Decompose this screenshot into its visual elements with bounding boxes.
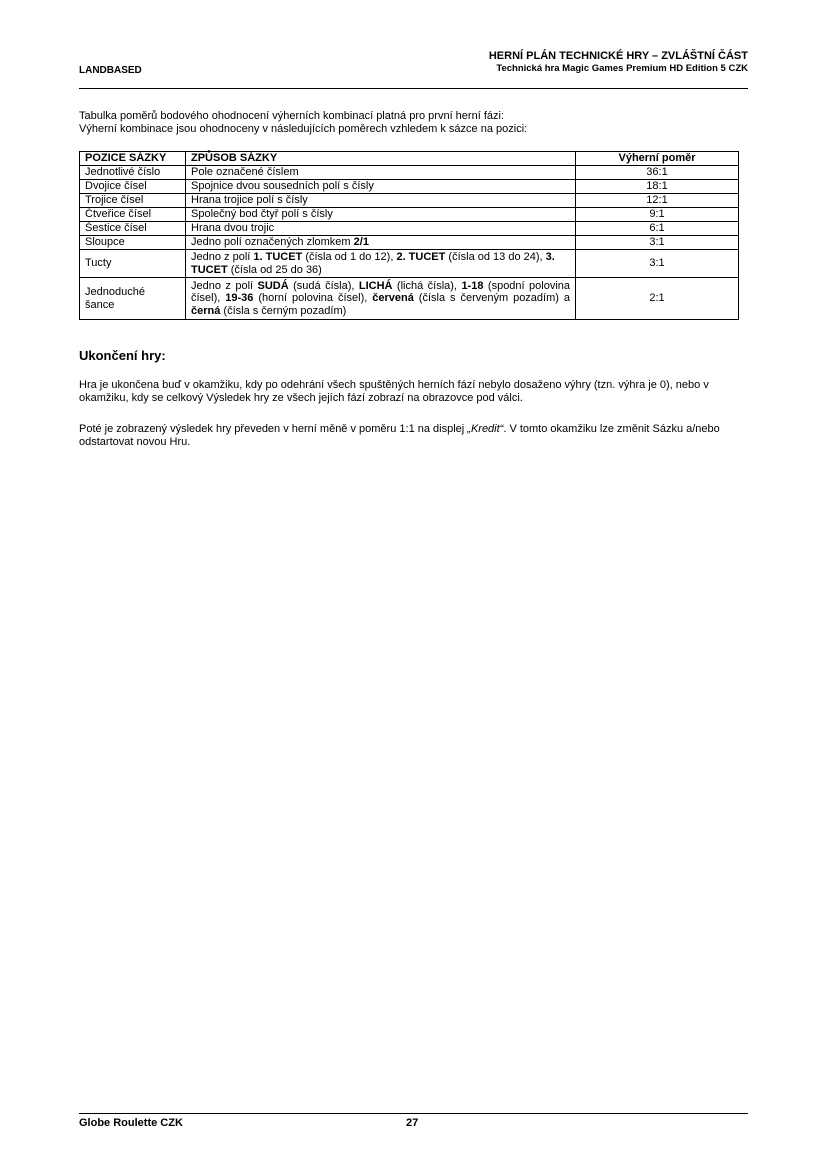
method-bold: LICHÁ [358,279,393,292]
method-bold: 19-36 [225,292,254,305]
cell-position [80,278,186,320]
method-bold: 1-18 [461,279,484,292]
method-text: (čísla s černým pozadím) [220,304,347,317]
cell-position: Dvojice čísel [80,180,186,194]
cell-ratio: 9:1 [576,208,739,222]
table-row [80,166,739,180]
position-line: šance [85,298,115,311]
cell-method: Hrana dvou trojic [186,222,576,236]
page-number: 27 [406,1117,419,1129]
cell-position: Šestice čísel [80,222,186,236]
method-bold: 2. TUCET [396,251,446,263]
cell-ratio: 18:1 [576,180,739,194]
cell-ratio: 6:1 [576,222,739,236]
method-bold: SUDÁ [257,279,289,292]
footer-divider [79,1113,748,1114]
document-subtitle: Technická hra Magic Games Premium HD Edition 5 CZK [496,63,748,74]
kredit-term: „Kredit“ [467,423,504,435]
method-bold: černá [191,304,221,317]
table-row [80,236,739,250]
header-right [489,50,748,75]
cell-position: Trojice čísel [80,194,186,208]
table-row [80,194,739,208]
paragraph-text: . V tomto okamžiku lze změnit Sázku a/nebo odstartovat novou Hru. [79,423,720,448]
payout-table [79,151,739,320]
method-text: (horní polovina čísel), [253,292,373,305]
cell-ratio: 2:1 [576,278,739,320]
position-line: Jednoduché [85,286,145,298]
header-divider [79,88,748,89]
cell-method [186,278,576,320]
method-text: (lichá čísla), [392,279,462,292]
table-row [80,278,739,320]
cell-method: Spojnice dvou sousedních polí s čísly [186,180,576,194]
method-text: Jedno z polí [191,251,254,263]
intro-line-1: Tabulka poměrů bodového ohodnocení výherních kombinací platná pro první herní fázi: [79,110,504,122]
header-cell-method: ZPŮSOB SÁZKY [186,152,576,166]
cell-method [186,250,576,278]
method-text: (sudá čísla), [288,279,359,292]
method-text: Jedno polí označených zlomkem [191,236,354,249]
header-cell-position: POZICE SÁZKY [80,152,186,166]
paragraph-text: Poté je zobrazený výsledek hry převeden v herní měně v poměru 1:1 na displej [79,423,468,435]
table-row [80,250,739,278]
cell-ratio: 36:1 [576,166,739,180]
method-text: (čísla od 13 do 24), [445,251,546,263]
method-bold: červená [372,292,414,305]
document-title: HERNÍ PLÁN TECHNICKÉ HRY – ZVLÁŠTNÍ ČÁST [488,50,748,62]
intro-line-2: Výherní kombinace jsou ohodnoceny v následujících poměrech vzhledem k sázce na pozici: [79,123,528,135]
cell-position: Jednotlivé číslo [80,166,186,180]
header-left-label: LANDBASED [79,65,142,76]
table-header-row [80,152,739,166]
cell-ratio: 12:1 [576,194,739,208]
method-text: (čísla od 25 do 36) [227,263,322,276]
method-text: (spodní polovina čísel), [191,279,571,305]
method-bold: 3. TUCET [191,251,555,276]
cell-method: Hrana trojice polí s čísly [186,194,576,208]
cell-ratio: 3:1 [576,236,739,250]
table-row [80,222,739,236]
cell-position: Tucty [80,250,186,278]
method-bold: 2/1 [353,236,369,249]
method-bold: 1. TUCET [253,251,303,263]
cell-position: Sloupce [80,236,186,250]
method-text: (čísla od 1 do 12), [302,251,397,263]
cell-position: Čtveřice čísel [80,208,186,222]
paragraph-game-end: Hra je ukončena buď v okamžiku, kdy po odehrání všech spuštěných herních fází nebylo dosaženo výhry (tzn. výhra je 0), nebo v okamžiku, kdy se celkový Výsledek hry ze všech jejích fází zobrazí na obrazovce pod válci. [79,379,709,404]
header-cell-ratio: Výherní poměr [576,152,739,166]
method-text: Jedno z polí [191,279,258,292]
footer-title: Globe Roulette CZK [79,1117,183,1129]
method-text: (čísla s červeným pozadím) a [413,292,570,305]
cell-ratio: 3:1 [576,250,739,278]
table-row [80,208,739,222]
cell-method: Společný bod čtyř polí s čísly [186,208,576,222]
table-row [80,180,739,194]
cell-method [186,236,576,250]
paragraph-credit [79,423,751,449]
section-title: Ukončení hry: [79,348,166,363]
cell-method: Pole označené číslem [186,166,576,180]
intro-text [79,110,748,136]
